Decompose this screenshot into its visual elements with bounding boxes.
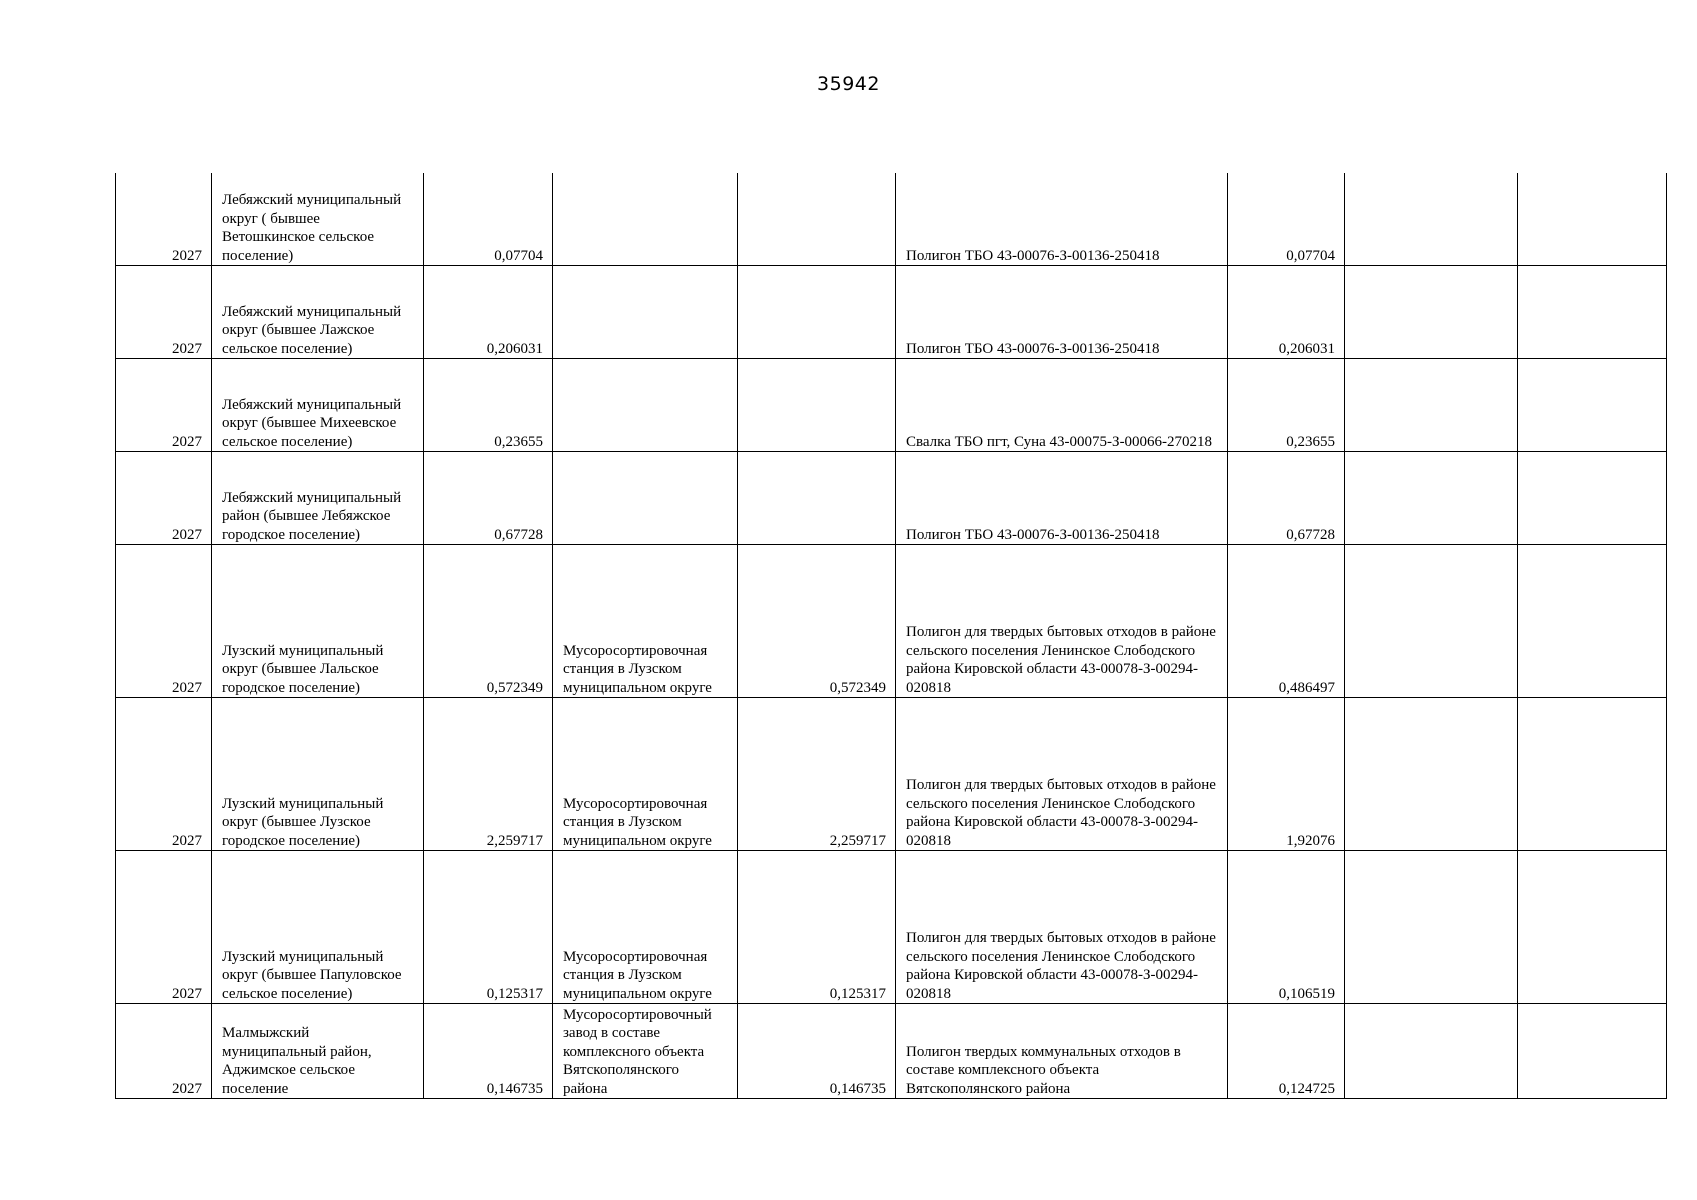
extra-cell-2	[1518, 452, 1667, 545]
facility-volume-cell: 0,125317	[738, 851, 896, 1004]
disposal-volume-cell: 0,206031	[1228, 266, 1345, 359]
table-row	[116, 359, 1667, 452]
facility-volume-cell: 0,572349	[738, 545, 896, 698]
extra-cell-1	[1345, 1004, 1518, 1099]
waste-table	[115, 173, 1667, 1099]
volume-cell: 0,07704	[424, 173, 553, 266]
facility-volume-cell: 0,146735	[738, 1004, 896, 1099]
table-row	[116, 452, 1667, 545]
disposal-site-cell: Свалка ТБО пгт, Суна 43-00075-З-00066-270218	[896, 359, 1228, 452]
extra-cell-1	[1345, 359, 1518, 452]
table-row	[116, 266, 1667, 359]
volume-cell: 0,206031	[424, 266, 553, 359]
year-cell: 2027	[116, 1004, 212, 1099]
year-cell: 2027	[116, 851, 212, 1004]
disposal-site-cell: Полигон ТБО 43-00076-З-00136-250418	[896, 266, 1228, 359]
facility-volume-cell	[738, 359, 896, 452]
municipality-cell: Лебяжский муниципальный округ (бывшее Лажское сельское поселение)	[212, 266, 424, 359]
page-number: 35942	[817, 73, 880, 95]
municipality-cell: Лебяжский муниципальный округ (бывшее Михеевское сельское поселение)	[212, 359, 424, 452]
extra-cell-1	[1345, 266, 1518, 359]
table-body	[116, 173, 1667, 1099]
table-row	[116, 698, 1667, 851]
extra-cell-2	[1518, 545, 1667, 698]
extra-cell-2	[1518, 1004, 1667, 1099]
disposal-volume-cell: 0,106519	[1228, 851, 1345, 1004]
year-cell: 2027	[116, 545, 212, 698]
facility-cell: Мусоросортировочный завод в составе комплексного объекта Вятскополянского района	[553, 1004, 738, 1099]
year-cell: 2027	[116, 452, 212, 545]
facility-cell	[553, 266, 738, 359]
disposal-site-cell: Полигон ТБО 43-00076-З-00136-250418	[896, 452, 1228, 545]
municipality-cell: Малмыжский муниципальный район, Аджимское сельское поселение	[212, 1004, 424, 1099]
facility-cell	[553, 173, 738, 266]
municipality-cell: Лузский муниципальный округ (бывшее Лальское городское поселение)	[212, 545, 424, 698]
volume-cell: 2,259717	[424, 698, 553, 851]
volume-cell: 0,146735	[424, 1004, 553, 1099]
municipality-cell: Лузский муниципальный округ (бывшее Лузское городское поселение)	[212, 698, 424, 851]
extra-cell-2	[1518, 698, 1667, 851]
facility-cell	[553, 359, 738, 452]
municipality-cell: Лузский муниципальный округ (бывшее Папуловское сельское поселение)	[212, 851, 424, 1004]
facility-volume-cell	[738, 173, 896, 266]
extra-cell-2	[1518, 266, 1667, 359]
volume-cell: 0,67728	[424, 452, 553, 545]
disposal-volume-cell: 0,07704	[1228, 173, 1345, 266]
extra-cell-1	[1345, 452, 1518, 545]
disposal-site-cell: Полигон для твердых бытовых отходов в районе сельского поселения Ленинское Слободского района Кировской области 43-00078-З-00294-020818	[896, 545, 1228, 698]
disposal-volume-cell: 0,124725	[1228, 1004, 1345, 1099]
table-row	[116, 851, 1667, 1004]
disposal-volume-cell: 0,486497	[1228, 545, 1345, 698]
extra-cell-1	[1345, 851, 1518, 1004]
year-cell: 2027	[116, 698, 212, 851]
volume-cell: 0,572349	[424, 545, 553, 698]
extra-cell-1	[1345, 545, 1518, 698]
municipality-cell: Лебяжский муниципальный район (бывшее Лебяжское городское поселение)	[212, 452, 424, 545]
table-row	[116, 1004, 1667, 1099]
facility-cell	[553, 452, 738, 545]
extra-cell-1	[1345, 173, 1518, 266]
facility-volume-cell	[738, 266, 896, 359]
disposal-site-cell: Полигон для твердых бытовых отходов в районе сельского поселения Ленинское Слободского района Кировской области 43-00078-З-00294-020818	[896, 851, 1228, 1004]
year-cell: 2027	[116, 359, 212, 452]
disposal-volume-cell: 1,92076	[1228, 698, 1345, 851]
facility-cell: Мусоросортировочная станция в Лузском муниципальном округе	[553, 698, 738, 851]
disposal-volume-cell: 0,67728	[1228, 452, 1345, 545]
extra-cell-2	[1518, 359, 1667, 452]
table-row	[116, 545, 1667, 698]
extra-cell-2	[1518, 851, 1667, 1004]
volume-cell: 0,125317	[424, 851, 553, 1004]
facility-volume-cell: 2,259717	[738, 698, 896, 851]
table-row	[116, 173, 1667, 266]
disposal-site-cell: Полигон ТБО 43-00076-З-00136-250418	[896, 173, 1228, 266]
extra-cell-1	[1345, 698, 1518, 851]
year-cell: 2027	[116, 173, 212, 266]
disposal-volume-cell: 0,23655	[1228, 359, 1345, 452]
facility-cell: Мусоросортировочная станция в Лузском муниципальном округе	[553, 545, 738, 698]
volume-cell: 0,23655	[424, 359, 553, 452]
facility-volume-cell	[738, 452, 896, 545]
facility-cell: Мусоросортировочная станция в Лузском муниципальном округе	[553, 851, 738, 1004]
disposal-site-cell: Полигон твердых коммунальных отходов в составе комплексного объекта Вятскополянского района	[896, 1004, 1228, 1099]
year-cell: 2027	[116, 266, 212, 359]
extra-cell-2	[1518, 173, 1667, 266]
disposal-site-cell: Полигон для твердых бытовых отходов в районе сельского поселения Ленинское Слободского района Кировской области 43-00078-З-00294-020818	[896, 698, 1228, 851]
municipality-cell: Лебяжский муниципальный округ ( бывшее Ветошкинское сельское поселение)	[212, 173, 424, 266]
